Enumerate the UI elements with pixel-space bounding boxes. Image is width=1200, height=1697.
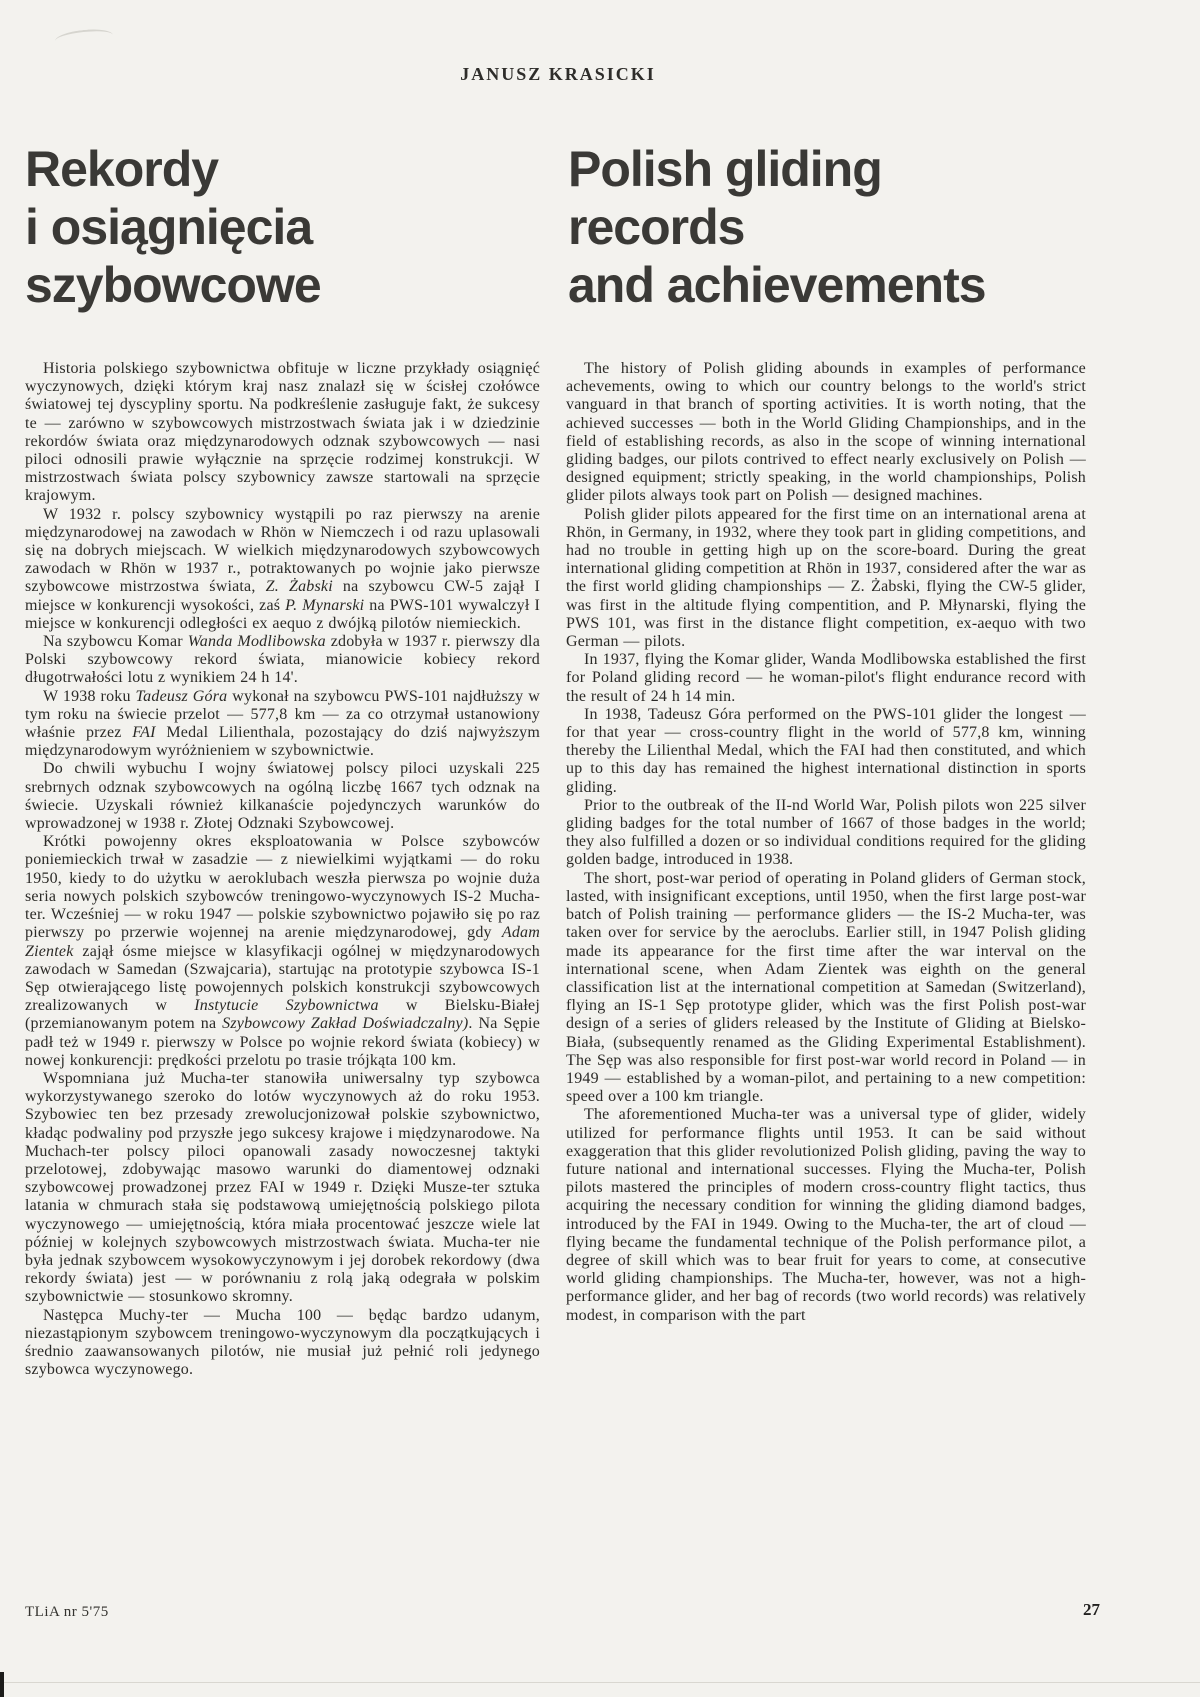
paragraph: In 1937, flying the Komar glider, Wanda Modlibowska established the first for Poland gliding record — he woman-pilot's flight endurance record with the result of 24 h 14 min. bbox=[566, 651, 1086, 705]
article-title-english bbox=[568, 140, 986, 314]
title-line: Rekordy bbox=[25, 141, 219, 197]
body-column-english bbox=[566, 360, 1086, 1325]
scan-corner-mark bbox=[0, 1672, 4, 1697]
paragraph: Wspomniana już Mucha-ter stanowiła uniwersalny typ szybowca wykorzystywanego szeroko do lotów wyczynowych aż do roku 1953. Szybowiec ten bez przesady zrewolucjonizował polskie szybownictwo, kładąc podwaliny pod przyszłe jego sukcesy krajowe i międzynarodowe. Na Muchach-ter polscy piloci opanowali zasady nowoczesnej taktyki przelotowej, zdobywając masowo warunki do diamentowej odznaki szybowcowej prowadzonej przez FAI w 1949 r. Dzięki Musze-ter sztuka latania w chmurach stała się podstawową umiejętnością polskiego pilota wyczynowego — umiejętnością, która miała procentować jeszcze wiele lat później w kolejnych szybowcowych mistrzostwach świata. Mucha-ter nie była jednak szybowcem wysokowyczynowym i jej dorobek rekordowy (dwa rekordy świata) jest — w porównaniu z rolą jaką odegrała w polskim szybownictwie — stosunkowo skromny. bbox=[25, 1069, 540, 1306]
paragraph: Polish glider pilots appeared for the first time on an international arena at Rhön, in Germany, in 1932, where they took part in gliding competitions, and had no trouble in getting high up on the score-board. During the great international gliding competition at Rhön in 1937, considered after the war as the first world gliding championships — Z. Żabski, flying the CW-5 glider, was first in the altitude flying compentition, and P. Młynarski, flying the PWS 101, was first in the distance flight competition, ex-aequo with two German — pilots. bbox=[566, 505, 1086, 651]
paragraph: W 1938 roku Tadeusz Góra wykonał na szybowcu PWS-101 najdłuższy w tym roku na świecie przelot — 577,8 km — za co otrzymał ustanowiony właśnie przez FAI Medal Lilienthala, pozostający do dziś najwyższym międzynarodowym wyróżnieniem w szybownictwie. bbox=[25, 687, 540, 760]
paragraph: The history of Polish gliding abounds in examples of performance achevements, owing to which our country belongs to the world's strict vanguard in that branch of sporting activities. It is worth noting, that the achieved successes — both in the World Gliding Championships, and in the field of establishing records, as also in the scope of winning international gliding badges, our pilots contrived to effect nearly exclusively on Polish — designed equipment; strictly speaking, in the world championships, Polish glider pilots always took part on Polish — designed machines. bbox=[566, 360, 1086, 505]
page-number: 27 bbox=[1083, 1600, 1100, 1619]
paragraph: Następca Muchy-ter — Mucha 100 — będąc bardzo udanym, niezastąpionym szybowcem treningowo-wyczynowym dla początkujących i średnio zaawansowanych pilotów, nie musiał już pełnić roli jedynego szybowca wyczynowego. bbox=[25, 1306, 540, 1379]
paragraph: Na szybowcu Komar Wanda Modlibowska zdobyła w 1937 r. pierwszy dla Polski szybowcowy rekord świata, mianowicie kobiecy rekord długotrwałości lotu z wynikiem 24 h 14'. bbox=[25, 633, 541, 687]
paragraph: Krótki powojenny okres eksploatowania w Polsce szybowców poniemieckich trwał w zasadzie — z niewielkimi wyjątkami — do roku 1950, kiedy to do użytku w aeroklubach weszła pierwsza po wojnie duża seria nowych polskich szybowców treningowo-wyczynowych IS-2 Mucha-ter. Wcześniej — w roku 1947 — polskie szybownictwo pojawiło się po raz pierwszy po przerwie wojennej na arenie międzynarodowej, gdy Adam Zientek zajął ósme miejsce w klasyfikacji ogólnej w międzynarodowych zawodach w Samedan (Szwajcaria), startując na prototypie szybowca IS-1 Sęp otwierającego listę powojennych polskich konstrukcji szybowcowych zrealizowanych w Instytucie Szybownictwa w Bielsku-Białej (przemianowanym potem na Szybowcowy Zakład Doświadczalny). Na Sępie padł też w 1949 r. pierwszy w Polsce po wojnie rekord świata (kobiecy) w nowej konkurencji: prędkości przelotu po trasie trójkąta 100 km. bbox=[25, 833, 540, 1069]
scan-smudge bbox=[54, 27, 113, 49]
paragraph: Do chwili wybuchu I wojny światowej polscy piloci uzyskali 225 srebrnych odznak szybowcowych na ogólną liczbę 1667 tych odznak na świecie. Uzyskali również kilkanaście pojedynczych warunków do wprowadzonej w 1938 r. Złotej Odznaki Szybowcowej. bbox=[25, 760, 540, 833]
author-byline: JANUSZ KRASICKI bbox=[460, 64, 656, 84]
body-column-polish bbox=[25, 360, 540, 1379]
scan-edge-line bbox=[0, 1682, 1200, 1683]
title-line: and achievements bbox=[568, 257, 986, 313]
title-line: Polish gliding bbox=[568, 141, 882, 197]
paragraph: Prior to the outbreak of the II-nd World War, Polish pilots won 225 silver gliding badges for the total number of 1667 of those badges in the world; they also fulfilled a dozen or so individual conditions required for the gliding golden badge, introduced in 1938. bbox=[566, 796, 1086, 869]
paragraph: In 1938, Tadeusz Góra performed on the PWS-101 glider the longest — for that year — cross-country flight in the world of 577,8 km, winning thereby the Lilienthal Medal, which the FAI had then constituted, and which up to this day has remained the highest international distinction in sports gliding. bbox=[566, 705, 1086, 796]
title-line: i osiągnięcia bbox=[25, 199, 313, 255]
article-title-polish bbox=[25, 140, 321, 314]
paragraph: Historia polskiego szybownictwa obfituje w liczne przykłady osiągnięć wyczynowych, dzięki którym kraj nasz znalazł się w ścisłej czołówce światowej tej dyscypliny sportu. Na podkreślenie zasługuje fakt, że sukcesy te — zarówno w szybowcowych mistrzostwach świata jak i w dziedzinie rekordów świata oraz międzynarodowych odznak szybowcowych — nasi piloci odnosili prawie wyłącznie na sprzęcie rodzimej konstrukcji. W mistrzostwach świata polscy szybownicy zawsze startowali na sprzęcie krajowym. bbox=[25, 360, 540, 505]
paragraph: The aforementioned Mucha-ter was a universal type of glider, widely utilized for performance flights until 1953. It can be said without exaggeration that this glider revolutionized Polish gliding, paving the way to future national and international successes. Flying the Mucha-ter, Polish pilots mastered the principles of modern cross-country flight tactics, thus acquiring the necessary condition for winning the gliding diamond badges, introduced by the FAI in 1949. Owing to the Mucha-ter, the art of cloud — flying became the fundamental technique of the Polish performance pilot, a degree of skill which was to bear fruit for years to come, at consecutive world gliding championships. The Mucha-ter, however, was not a high-performance glider, and her bag of records (two world records) was relatively modest, in comparison with the part bbox=[566, 1106, 1086, 1324]
journal-issue-label: TLiA nr 5'75 bbox=[25, 1604, 109, 1620]
title-line: records bbox=[568, 199, 745, 255]
title-line: szybowcowe bbox=[25, 257, 321, 313]
paragraph: W 1932 r. polscy szybownicy wystąpili po raz pierwszy na arenie międzynarodowej na zawodach w Rhön w Niemczech i od razu uplasowali się na dobrych miejscach. W wielkich międzynarodowych szybowcowych zawodach w Rhön w 1937 r., potraktowanych po wojnie jako pierwsze szybowcowe mistrzostwa świata, Z. Żabski na szybowcu CW-5 zajął I miejsce w konkurencji wysokości, zaś P. Mynarski na PWS-101 wywalczył I miejsce w konkurencji odległości ex aequo z dwójką pilotów niemieckich. bbox=[25, 505, 541, 632]
paragraph: The short, post-war period of operating in Poland gliders of German stock, lasted, with insignificant exceptions, until 1950, when the first large post-war batch of Polish training — performance gliders — the IS-2 Mucha-ter, was taken over for service by the aeroclubs. Earlier still, in 1947 Polish gliding made its appearance for the first time after the war interval on the international scene, when Adam Zientek was eighth on the general classification list at the international competition at Samedan (Switzerland), flying an IS-1 Sęp prototype glider, which was the first Polish post-war design of a series of gliders released by the Institute of Gliding at Bielsko-Biała, (subsequently renamed as the Gliding Experimental Establishment). The Sęp was also responsible for first post-war world record in Poland — in 1949 — established by a woman-pilot, and pertaining to a new competition: speed over a 100 km triangle. bbox=[566, 869, 1086, 1106]
